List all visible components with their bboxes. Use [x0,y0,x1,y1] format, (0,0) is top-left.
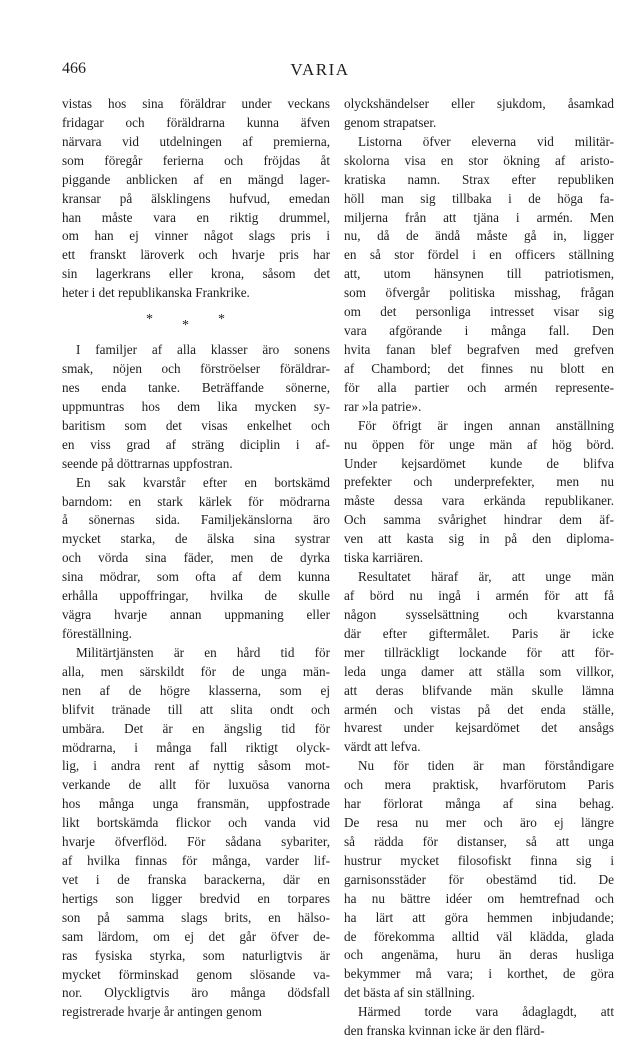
text-line: hos många unga fransmän, uppfostrade [62,796,330,812]
text-line: piggande anblicken af en mängd lager- [62,171,330,187]
text-line: han måste vara en riktig drummel, [62,209,330,225]
separator-star: * [146,312,153,328]
paragraph [62,95,330,303]
text-line: likt bortskämda flickor och vanda vid [62,815,330,831]
right-column [344,95,614,1041]
text-line: höll man sig tillbaka i de höga fa- [344,190,614,206]
text-line: Resultatet häraf är, att unge män [358,569,614,585]
paragraph [62,341,330,473]
text-line: af hvilka finnas för många, varder lif- [62,853,330,869]
text-line: mycket förminskad genom slösande va- [62,966,330,982]
text-line: hvarest under kejsardömet det ansågs [344,720,614,736]
text-line: mycket starka, de älska sina systrar [62,531,330,547]
text-line: alla, men särskildt för de unga män- [62,663,330,679]
text-line: att, utom hänsynen till patriotismen, [344,266,614,282]
text-line: registrerade hvarje år antingen genom [62,1004,262,1020]
text-line: kransar på älsklingens hufvud, emedan [62,190,330,206]
text-line: ha nu bättre idéer om hemtrefnad och [344,890,614,906]
text-line: En sak kvarstår efter en bortskämd [76,474,330,490]
paragraph [344,417,614,568]
running-title: VARIA [290,60,350,79]
text-line: värdt att lefva. [344,739,421,755]
text-line: att deras blifvande män skulle lämna [344,682,614,698]
text-line: för alla partier och armén represente- [344,379,614,395]
paragraph [62,644,330,1022]
text-line: vistas hos sina föräldrar under veckans [62,96,330,111]
text-line: och mera praktisk, hvarförutom Paris [344,777,614,793]
text-line: sin lagerkrans eller krona, såsom det [62,266,330,282]
text-line: ett franskt läroverk och hvarje pris har [62,247,330,263]
text-line: garnisonsstäder för obestämd tid. De [344,871,614,887]
text-line: om det personliga intresset visar sig [344,304,614,320]
text-line: umbära. Det är en ängslig tid för [62,720,330,736]
text-line: blifvit tränade till att slita ondt och [62,701,330,717]
text-line: Listorna öfver eleverna vid militär- [358,133,614,149]
text-line: där efter giftermålet. Paris är icke [344,625,614,641]
text-line: leda unga damer att ställa som villkor, [344,663,614,679]
text-line: Under kejsardömet kunde de blifva [344,455,614,471]
section-separator [62,303,330,341]
text-line: prefekter och underprefekter, men nu [344,474,614,490]
paragraph [344,568,614,757]
text-line: hvita fanan blef begrafven med grefven [344,341,614,357]
text-line: har förlorat många af sina behag. [344,796,614,812]
text-line: den franska kvinnan icke är den flärd- [344,1023,545,1039]
text-line: som föregår ferierna och fröjdas åt [62,152,330,168]
paragraph [344,133,614,417]
text-line: erhålla uppoffringar, hvilka de skulle [62,588,330,604]
text-line: miljerna från att tjäna i armén. Men [344,209,614,225]
left-column [62,95,330,1022]
text-line: fridagar och föräldrarna kunna äfven [62,114,330,130]
text-line: heter i det republikanska Frankrike. [62,285,250,301]
text-line: armén och vistas på det enda ställe, [344,701,614,717]
text-line: uppmuntras hos dem lika mycken sy- [62,398,330,414]
text-line: måste dessa vara erkända republikaner. [344,493,614,509]
paragraph [62,474,330,644]
text-line: barndom: en stark kärlek för mödrarna [62,493,330,509]
text-line: olyckshändelser eller sjukdom, åsamkad [344,96,614,111]
text-line: lig, i andra rent af nyttig såsom mot- [62,758,330,774]
text-line: nor. Olyckligtvis äro många dödsfall [62,985,330,1001]
text-line: ven att kasta sig in på den diploma- [344,531,614,547]
text-line: smak, nöjen och förströelser föräldrar- [62,361,330,377]
text-line: nu öppen för unge män af hög börd. [344,436,614,452]
text-line: mödrarna, i många fall riktigt olyck- [62,739,330,755]
paragraph [344,95,614,133]
text-line: Militärtjänsten är en hård tid för [76,644,330,660]
text-line: närvara vid utdelningen af premierna, [62,133,330,149]
text-line: hustrur mycket filosofiskt finna sig i [344,852,614,868]
text-line: det bästa af sin ställning. [344,985,475,1001]
text-line: å sönernas sida. Familjekänslorna äro [62,512,330,528]
paragraph [344,757,614,1003]
text-line: de förekomma alltid väl klädda, glada [344,928,614,944]
text-line: någon sysselsättning och kvarstanna [344,606,614,622]
text-line: mer tillräckligt lockande för att för- [344,644,614,660]
text-line: nu, då de ändå måste gå in, ligger [344,228,614,244]
text-line: nes enda tanke. Beträffande sönerne, [62,379,330,395]
text-line: rar »la patrie». [344,398,422,414]
text-line: en viss grad af sträng diciplin i af- [62,436,330,452]
text-line: sina mödrar, som ofta af dem kunna [62,569,330,585]
text-line: så rädda för distanser, så att unga [344,833,614,849]
text-line: Härmed torde vara ådaglagdt, att [358,1004,614,1020]
text-line: vägra hvarje annan uppmaning eller [62,607,330,623]
text-line: föreställning. [62,625,132,641]
text-line: bekymmer må vara; i korthet, de göra [344,966,614,982]
text-line: genom strapatser. [344,114,437,130]
text-line: seende på döttrarnas uppfostran. [62,455,233,471]
text-line: nen af de högre klasserna, som ej [62,682,330,698]
text-line: Och samma svårighet hindrar dem äf- [344,512,614,528]
text-line: af Chambord; det finnes nu blott en [344,360,614,376]
text-line: vet i de franska barackerna, där en [62,871,330,887]
text-line: Nu för tiden är man förståndigare [358,758,614,774]
text-line: I familjer af alla klasser äro sonens [76,342,330,358]
text-line: ha lärt att göra hemmen inbjudande; [344,909,614,925]
text-line: och angenäma, huru än deras husliga [344,947,614,963]
text-line: sam lärdom, om ej det går öfver de- [62,928,330,944]
separator-star: * [182,318,189,334]
paragraph [344,1003,614,1041]
text-line: hertigs son ligger bredvid en torpares [62,890,330,906]
text-line: kratiska namn. Strax efter republiken [344,171,614,187]
text-line: tiska karriären. [344,550,424,566]
text-line: son på samma slags brits, en hälso- [62,909,330,925]
text-line: verkande de allt för luxuösa vanorna [62,777,330,793]
text-line: För öfrigt är ingen annan anställning [358,417,614,433]
text-line: skolorna visa en stor ökning af aristo- [344,152,614,168]
text-line: och vörda sina fäder, men de dyrka [62,550,330,566]
text-line: vara afgörande i många fall. Den [344,323,614,339]
text-line: af börd nu ingå i armén för att få [344,587,614,603]
text-line: om han ej vinner något slags pris i [62,228,330,244]
text-line: som öfvergår politiska misshag, frågan [344,285,614,301]
text-line: hvarje öfverflöd. För sådana sybariter, [62,834,330,850]
text-line: ras fysiska styrka, som naturligtvis är [62,947,330,963]
separator-star: * [218,312,225,328]
text-line: baritism som det visas enkelhet och [62,417,330,433]
text-line: en så stor fördel i en officers ställning [344,247,614,263]
page-number: 466 [62,60,86,77]
text-line: De resa nu mer och äro ej längre [344,815,614,831]
